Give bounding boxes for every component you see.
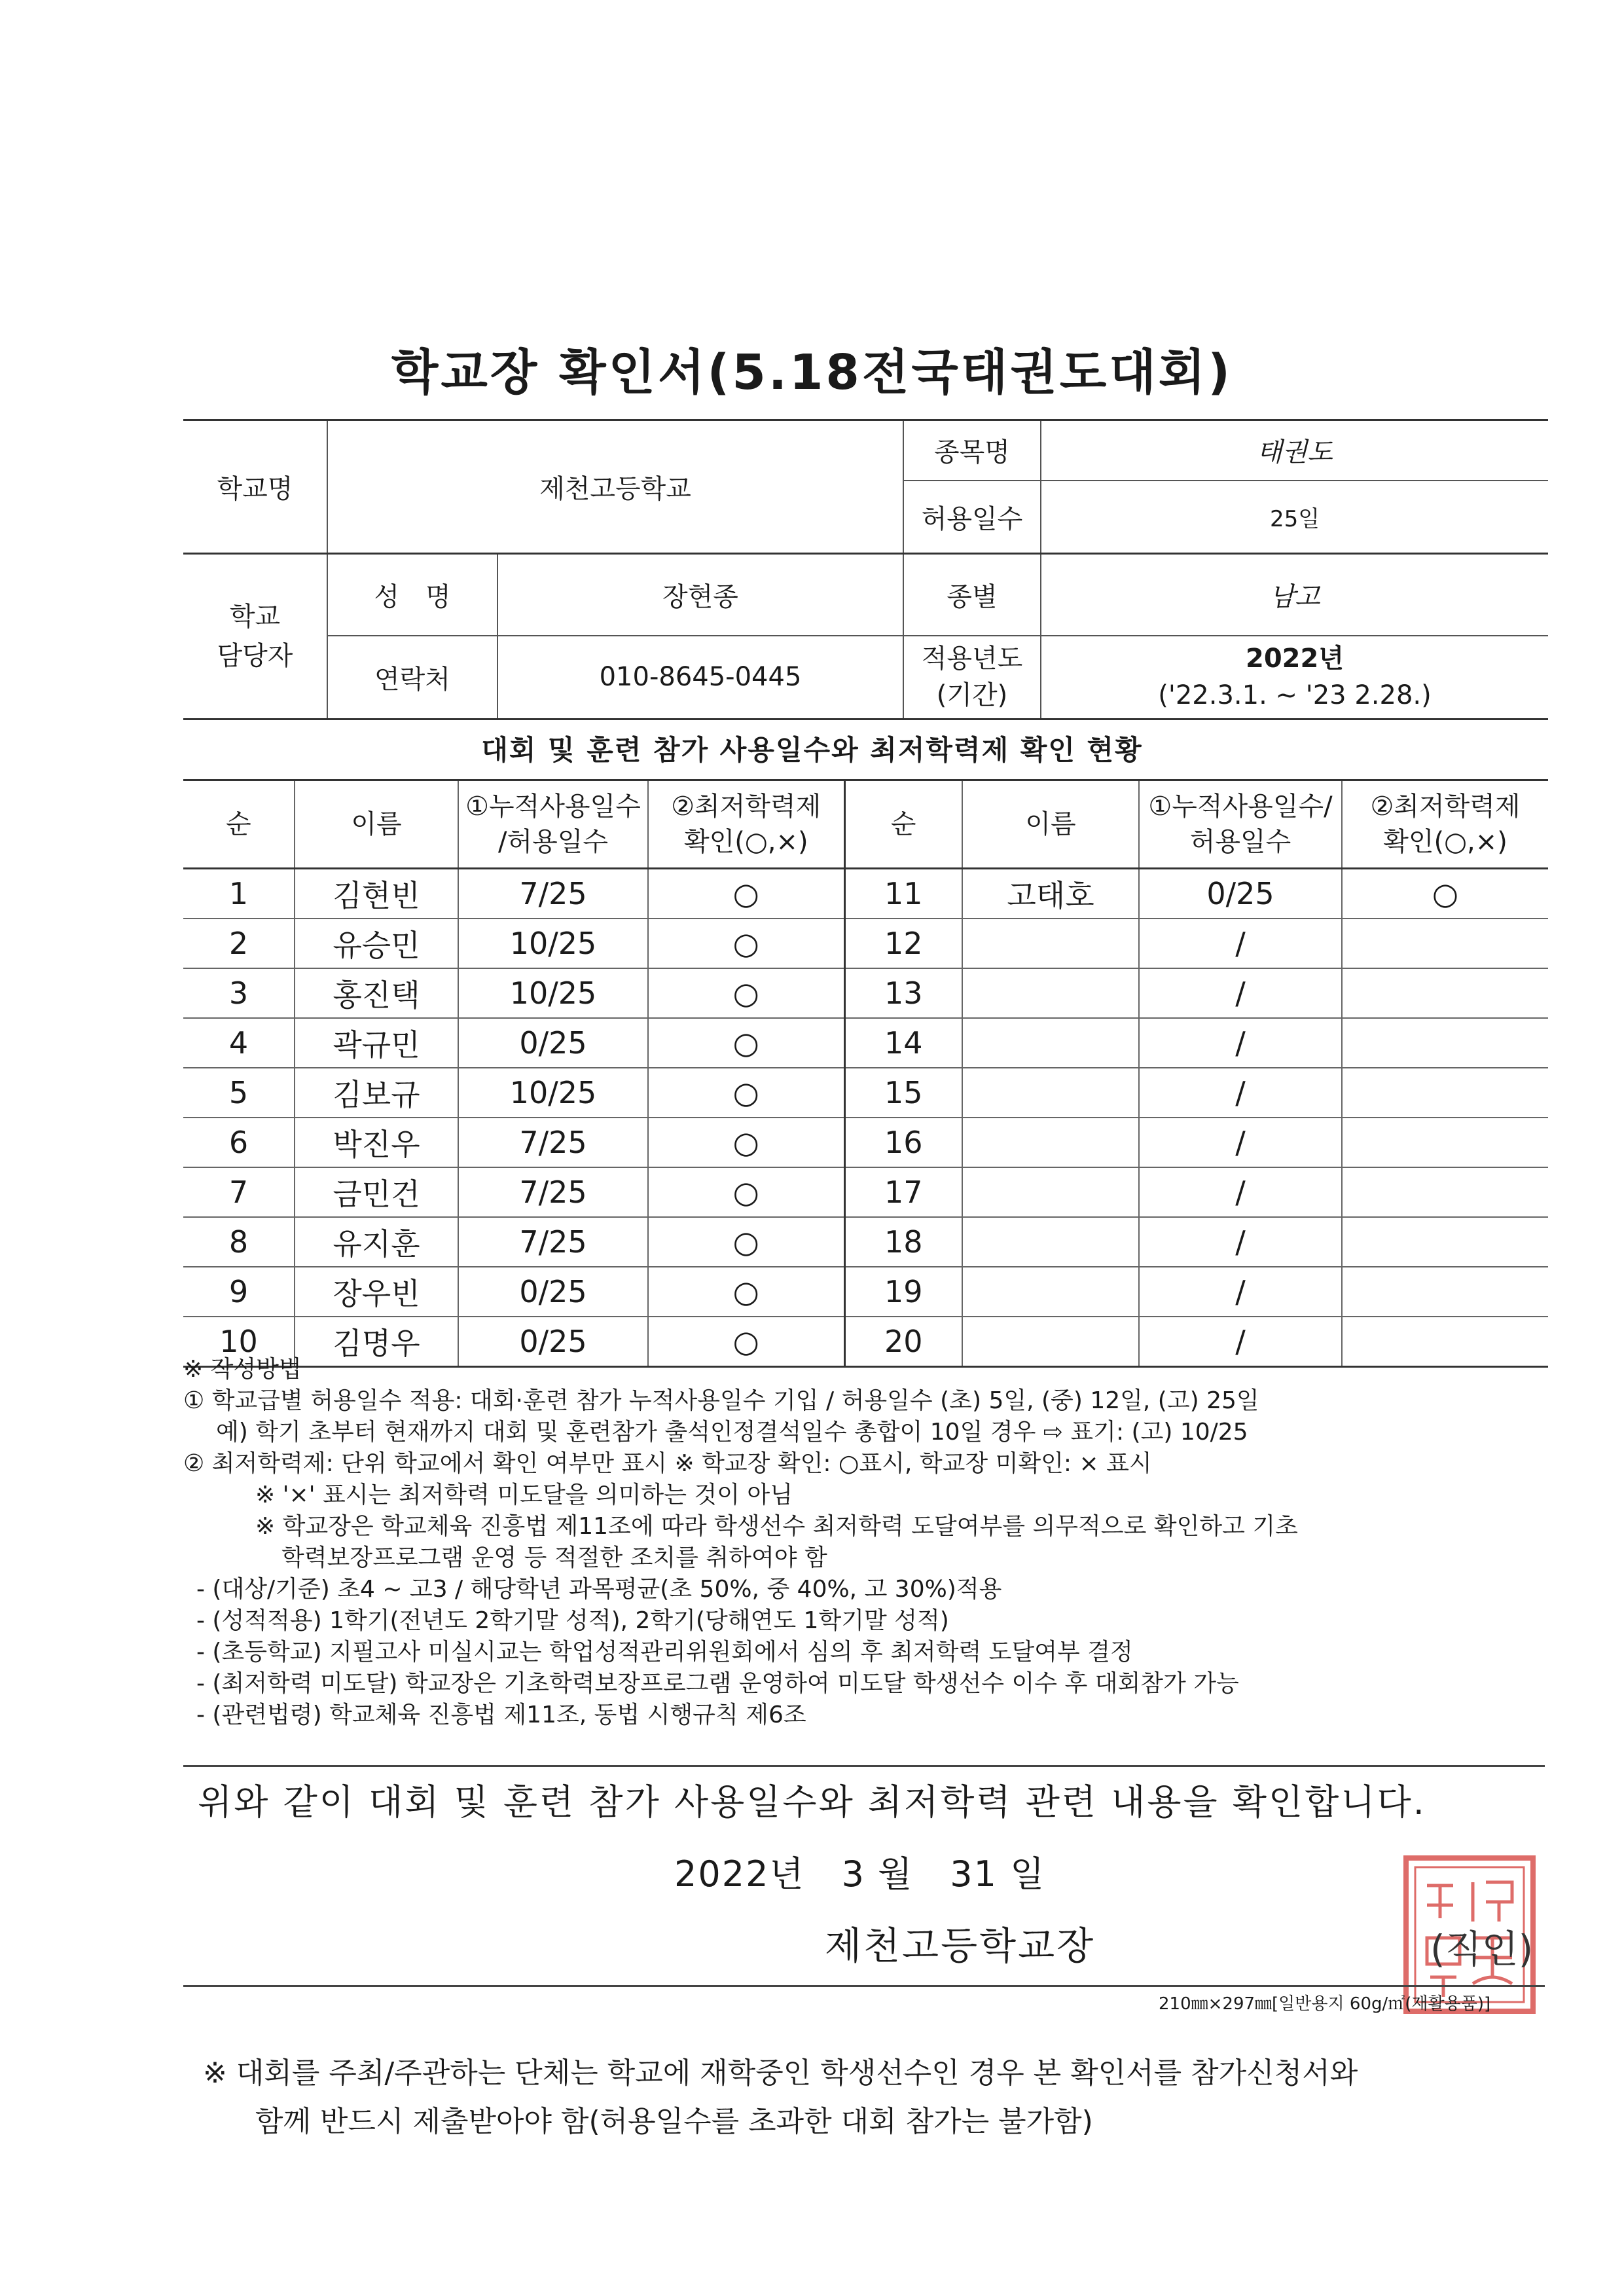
row-no: 6 [183, 1118, 295, 1167]
row-no-2: 11 [844, 869, 962, 919]
table-row [183, 869, 1548, 919]
year-label: 적용년도 (기간) [903, 636, 1041, 720]
row-no: 7 [183, 1167, 295, 1217]
event-label: 종목명 [903, 420, 1041, 481]
row-days: 10/25 [458, 919, 648, 968]
row-name: 금민건 [295, 1167, 458, 1217]
header-days-2: ①누적사용일수/ 허용일수 [1139, 780, 1342, 869]
row-check-2 [1342, 1217, 1548, 1267]
row-check: ○ [648, 919, 844, 968]
row-name: 장우빈 [295, 1267, 458, 1317]
row-no: 8 [183, 1217, 295, 1267]
row-name-2 [962, 968, 1139, 1018]
table-row [183, 1167, 1548, 1217]
header-name: 이름 [295, 780, 458, 869]
row-no-2: 14 [844, 1018, 962, 1068]
row-name-2: 고태호 [962, 869, 1139, 919]
notes-section [183, 1354, 1558, 1731]
row-check-2 [1342, 1167, 1548, 1217]
allowed-days-value: 25일 [1041, 481, 1548, 554]
table-row [183, 1267, 1548, 1317]
paper-spec: 210㎜×297㎜[일반용지 60g/㎡(재활용품)] [1159, 1994, 1491, 2014]
row-no: 1 [183, 869, 295, 919]
row-check-2 [1342, 1267, 1548, 1317]
table-row [183, 968, 1548, 1018]
row-days-2: / [1139, 1317, 1342, 1367]
row-days: 7/25 [458, 1167, 648, 1217]
table-subtitle: 대회 및 훈련 참가 사용일수와 최저학력제 확인 현황 [481, 734, 1143, 766]
row-check: ○ [648, 1018, 844, 1068]
note-line: ※ '×' 표시는 최저학력 미도달을 의미하는 것이 아님 [255, 1482, 793, 1508]
header-check: ②최저학력제 확인(○,×) [648, 780, 844, 869]
note-line: - (대상/기준) 초4 ~ 고3 / 해당학년 과목평균(초 50%, 중 40%, 고 30%)적용 [196, 1576, 1002, 1603]
event-value: 태권도 [1041, 420, 1548, 481]
row-days: 10/25 [458, 968, 648, 1018]
row-name: 김현빈 [295, 869, 458, 919]
header-no-2: 순 [844, 780, 962, 869]
footnote-line: 함께 반드시 제출받아야 함(허용일수를 초과한 대회 참가는 불가함) [255, 2105, 1093, 2138]
row-days: 10/25 [458, 1068, 648, 1118]
row-name: 박진우 [295, 1118, 458, 1167]
row-check: ○ [648, 1217, 844, 1267]
note-line: - (최저학력 미도달) 학교장은 기초학력보장프로그램 운영하여 미도달 학생선수 이수 후 대회참가 가능 [196, 1670, 1239, 1697]
row-name-2 [962, 1018, 1139, 1068]
note-line: ① 학교급별 허용일수 적용: 대회·훈련 참가 누적사용일수 기입 / 허용일수 (초) 5일, (중) 12일, (고) 25일 [183, 1387, 1259, 1414]
row-days: 0/25 [458, 1317, 648, 1367]
note-line: - (초등학교) 지필고사 미실시교는 학업성적관리위원회에서 심의 후 최저학력 도달여부 결정 [196, 1639, 1133, 1666]
table-row [183, 919, 1548, 968]
row-days: 0/25 [458, 1018, 648, 1068]
row-no-2: 13 [844, 968, 962, 1018]
row-days-2: 0/25 [1139, 869, 1342, 919]
row-no: 2 [183, 919, 295, 968]
row-no-2: 19 [844, 1267, 962, 1317]
row-name: 김명우 [295, 1317, 458, 1367]
row-days: 7/25 [458, 1217, 648, 1267]
row-check: ○ [648, 1317, 844, 1367]
row-check: ○ [648, 869, 844, 919]
seal-label: (직인) [1430, 1927, 1534, 1971]
row-no-2: 16 [844, 1118, 962, 1167]
header-name-2: 이름 [962, 780, 1139, 869]
row-name-2 [962, 919, 1139, 968]
row-name: 홍진택 [295, 968, 458, 1018]
table-row [183, 1217, 1548, 1267]
header-days: ①누적사용일수 /허용일수 [458, 780, 648, 869]
row-check-2 [1342, 1068, 1548, 1118]
row-check: ○ [648, 1267, 844, 1317]
row-name-2 [962, 1217, 1139, 1267]
row-no: 9 [183, 1267, 295, 1317]
row-days: 7/25 [458, 869, 648, 919]
row-name-2 [962, 1068, 1139, 1118]
row-no-2: 18 [844, 1217, 962, 1267]
category-value: 남고 [1041, 554, 1548, 636]
row-no-2: 12 [844, 919, 962, 968]
school-info-table [183, 419, 1548, 720]
row-name-2 [962, 1267, 1139, 1317]
row-check-2 [1342, 1018, 1548, 1068]
row-check: ○ [648, 968, 844, 1018]
principal-name: 제천고등학교장 [825, 1923, 1096, 1968]
row-no: 10 [183, 1317, 295, 1367]
row-days-2: / [1139, 1068, 1342, 1118]
divider [183, 1765, 1545, 1767]
contact-label: 연락처 [327, 636, 497, 720]
school-label: 학교명 [183, 420, 327, 554]
school-name: 제천고등학교 [327, 420, 903, 554]
period-value: ('22.3.1. ~ '23 2.28.) [1158, 680, 1432, 711]
row-check-2: ○ [1342, 869, 1548, 919]
row-check-2 [1342, 1118, 1548, 1167]
year-cell [1041, 636, 1548, 720]
contact-value: 010-8645-0445 [497, 636, 903, 720]
row-name: 김보규 [295, 1068, 458, 1118]
note-line: - (관련법령) 학교체육 진흥법 제11조, 동법 시행규칙 제6조 [196, 1702, 806, 1728]
note-line: 학력보장프로그램 운영 등 적절한 조치를 취하여야 함 [281, 1544, 827, 1571]
row-name: 유승민 [295, 919, 458, 968]
table-row [183, 1118, 1548, 1167]
student-table [183, 779, 1548, 1368]
divider-bottom [183, 1985, 1545, 1987]
row-name-2 [962, 1167, 1139, 1217]
row-no-2: 20 [844, 1317, 962, 1367]
row-name: 유지훈 [295, 1217, 458, 1267]
row-days-2: / [1139, 919, 1342, 968]
row-no-2: 17 [844, 1167, 962, 1217]
row-no-2: 15 [844, 1068, 962, 1118]
row-days-2: / [1139, 1018, 1342, 1068]
row-days: 7/25 [458, 1118, 648, 1167]
row-no: 4 [183, 1018, 295, 1068]
row-days-2: / [1139, 1118, 1342, 1167]
allowed-days-label: 허용일수 [903, 481, 1041, 554]
table-row [183, 1018, 1548, 1068]
row-name: 곽규민 [295, 1018, 458, 1068]
note-line: ※ 학교장은 학교체육 진흥법 제11조에 따라 학생선수 최저학력 도달여부를 의무적으로 확인하고 기초 [255, 1513, 1298, 1540]
row-days-2: / [1139, 1267, 1342, 1317]
header-no: 순 [183, 780, 295, 869]
manager-name-label: 성 명 [327, 554, 497, 636]
header-check-2: ②최저학력제 확인(○,×) [1342, 780, 1548, 869]
row-name-2 [962, 1118, 1139, 1167]
issue-date: 2022년 3 월 31 일 [674, 1853, 1046, 1895]
confirmation-text: 위와 같이 대회 및 훈련 참가 사용일수와 최저학력 관련 내용을 확인합니다. [198, 1781, 1426, 1823]
year-value: 2022년 [1246, 644, 1344, 674]
footnote [203, 2049, 1358, 2146]
row-no: 5 [183, 1068, 295, 1118]
row-check-2 [1342, 968, 1548, 1018]
note-line: ② 최저학력제: 단위 학교에서 확인 여부만 표시 ※ 학교장 확인: ○표시, 학교장 미확인: × 표시 [183, 1450, 1152, 1477]
row-days: 0/25 [458, 1267, 648, 1317]
row-days-2: / [1139, 1167, 1342, 1217]
note-line: 예) 학기 초부터 현재까지 대회 및 훈련참가 출석인정결석일수 총합이 10일 경우 ⇨ 표기: (고) 10/25 [216, 1419, 1248, 1446]
row-days-2: / [1139, 1217, 1342, 1267]
footnote-line: ※ 대회를 주최/주관하는 단체는 학교에 재학중인 학생선수인 경우 본 확인서를 참가신청서와 [203, 2056, 1358, 2090]
row-days-2: / [1139, 968, 1342, 1018]
note-line: ※ 작성방법 [183, 1356, 302, 1383]
note-line: - (성적적용) 1학기(전년도 2학기말 성적), 2학기(당해연도 1학기말 성적) [196, 1607, 949, 1634]
manager-label: 학교 담당자 [183, 554, 327, 720]
row-check-2 [1342, 919, 1548, 968]
manager-name-value: 장현종 [497, 554, 903, 636]
row-no: 3 [183, 968, 295, 1018]
row-check: ○ [648, 1068, 844, 1118]
table-row [183, 1068, 1548, 1118]
document-title: 학교장 확인서(5.18전국태권도대회) [391, 344, 1233, 401]
category-label: 종별 [903, 554, 1041, 636]
row-check: ○ [648, 1118, 844, 1167]
row-check: ○ [648, 1167, 844, 1217]
